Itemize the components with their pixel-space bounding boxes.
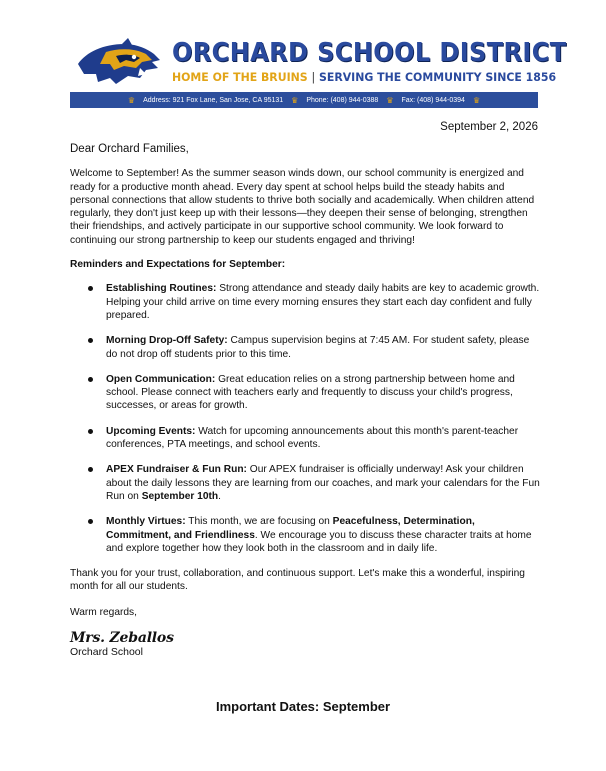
list-item — [106, 282, 540, 322]
reminders-list — [70, 282, 540, 555]
reminders-heading: Reminders and Expectations for September: — [70, 259, 286, 271]
thanks-paragraph: Thank you for your trust, collaboration, and continuous support. Let's make this a wonderful, inspiring month for all our students. — [70, 568, 525, 593]
reminder-text: Our APEX fundraiser is officially underway! Ask your children about the daily lessons they are learning from our coaches, and mark your calendars for the Fun Run on — [106, 464, 540, 502]
virtues-list: Peacefulness, Determination, Commitment, and Friendliness — [106, 516, 475, 541]
reminder-title: APEX Fundraiser & Fun Run: — [106, 464, 247, 476]
list-item — [106, 373, 540, 413]
district-tagline — [172, 70, 556, 84]
reminder-text: This month, we are focusing on — [185, 516, 333, 528]
phone: Phone: (408) 944-0388 — [306, 96, 379, 104]
paw-icon: ♛ — [472, 95, 481, 105]
list-item — [106, 515, 540, 555]
intro-paragraph: Welcome to September! As the summer season winds down, our school community is energized and ready for a productive month ahead. Every day spent at school helps build the steady habits and personal connections that allow students to thrive both socially and academically. When children attend regularly, they don't just keep up with their lessons—they deepen their sense of belonging, strengthen their friendships, and actively participate in our supportive school community. We look forward to continuing our strong partnership to keep our students engaged and thriving! — [70, 168, 535, 246]
reminder-text: Great education relies on a strong partnership between home and school. Please connect with teachers early and frequently to discuss your child's progress, successes, or areas for growth. — [106, 373, 515, 412]
closing: Warm regards, — [70, 606, 137, 618]
contact-bar — [70, 92, 538, 108]
bruin-bear-logo-icon — [76, 38, 162, 90]
tagline-separator: | — [311, 70, 316, 84]
signature: Mrs. Zeballos — [70, 630, 174, 647]
tagline-serving: SERVING THE COMMUNITY SINCE 1856 — [318, 70, 557, 84]
fax: Fax: (408) 944-0394 — [401, 96, 465, 104]
list-item — [106, 425, 540, 452]
paw-icon: ♛ — [291, 95, 299, 105]
signature-school: Orchard School — [70, 646, 143, 659]
letter-body — [70, 143, 540, 660]
greeting: Dear Orchard Families, — [70, 143, 189, 155]
tagline-home: HOME OF THE BRUINS — [172, 70, 308, 84]
reminder-text: Watch for upcoming announcements about this month's parent-teacher conferences, PTA meetings, and school events. — [106, 425, 519, 451]
fun-run-date: September 10th — [141, 490, 219, 502]
reminder-title: Open Communication: — [106, 373, 216, 385]
reminder-title: Monthly Virtues: — [106, 516, 186, 528]
important-dates-title: Important Dates: September — [215, 699, 391, 714]
reminder-text: Strong attendance and steady daily habits are key to academic growth. Helping your child arrive on time every morning ensures they start each day confident and fully prepared. — [106, 283, 540, 321]
address: Address: 921 Fox Lane, San Jose, CA 95131 — [143, 96, 284, 104]
letter-date: September 2, 2026 — [440, 121, 538, 133]
reminder-title: Establishing Routines: — [106, 283, 217, 295]
letterhead — [70, 38, 567, 110]
reminder-title: Upcoming Events: — [106, 425, 196, 437]
district-name: ORCHARD SCHOOL DISTRICT — [172, 38, 567, 68]
list-item — [106, 334, 540, 361]
list-item — [106, 463, 540, 503]
reminder-tail: . — [218, 490, 221, 502]
reminder-tail: . We encourage you to discuss these character traits at home and explore together how they look both in the classroom and in daily life. — [106, 529, 532, 554]
reminder-title: Morning Drop-Off Safety: — [106, 335, 228, 347]
paw-icon: ♛ — [127, 95, 136, 105]
paw-icon: ♛ — [386, 95, 394, 105]
reminder-text: Campus supervision begins at 7:45 AM. For student safety, please do not drop off students prior to this time. — [106, 335, 530, 360]
